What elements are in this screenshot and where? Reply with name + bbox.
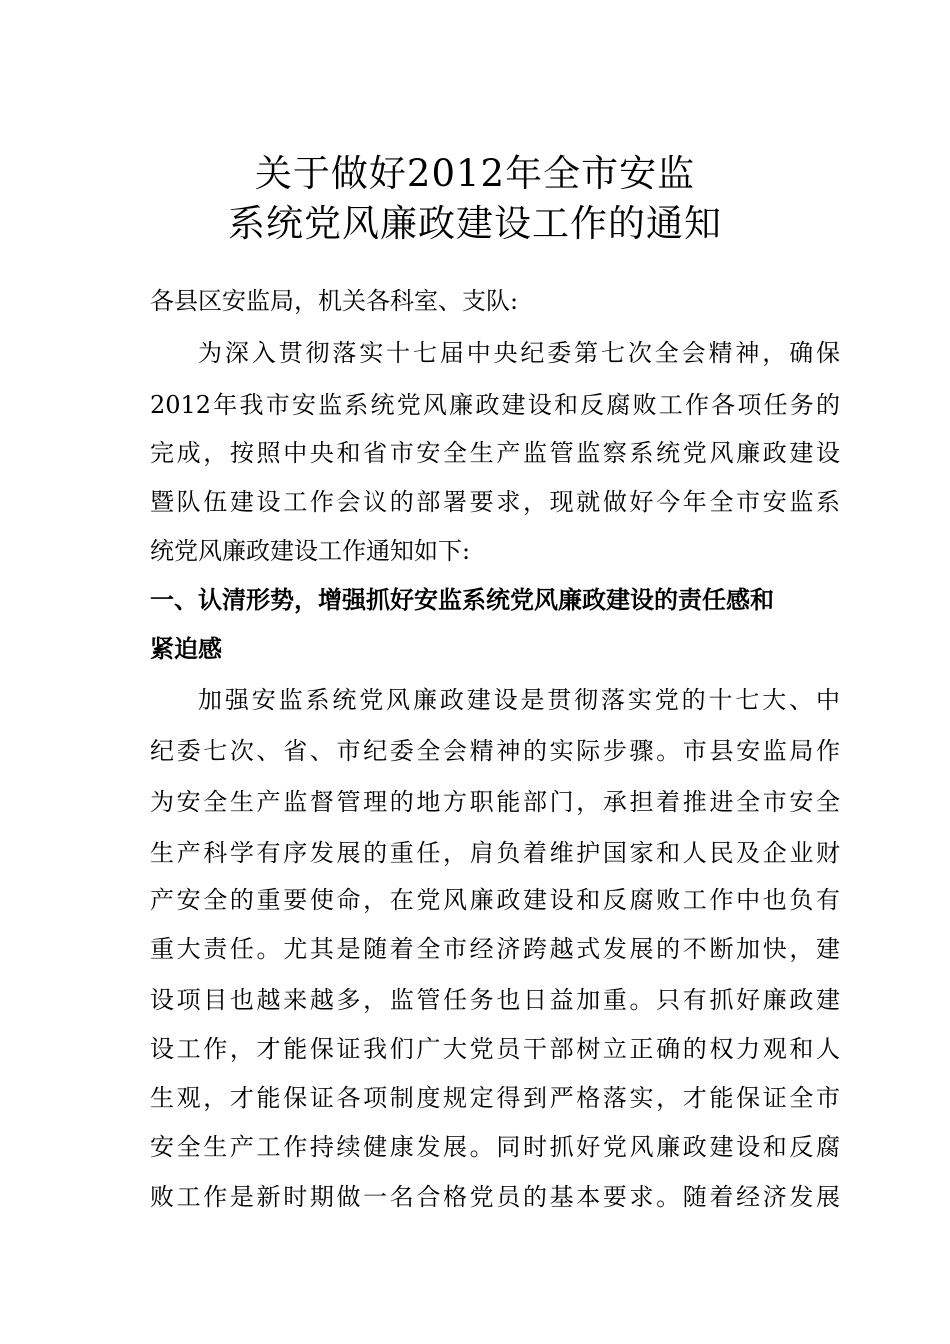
section-heading-line: 一、认清形势，增强抓好安监系统党风廉政建设的责任感和 xyxy=(150,586,774,614)
intro-line: 暨队伍建设工作会议的部署要求，现就做好今年全市安监系 xyxy=(150,488,840,516)
body-line: 纪委七次、省、市纪委全会精神的实际步骤。市县安监局作 xyxy=(150,737,840,765)
intro-line: 为深入贯彻落实十七届中央纪委第七次全会精神，确保 xyxy=(198,339,840,367)
body-line: 设项目也越来越多，监管任务也日益加重。只有抓好廉政建 xyxy=(150,986,840,1014)
body-line: 设工作，才能保证我们广大党员干部树立正确的权力观和人 xyxy=(150,1035,840,1063)
section-heading-line: 紧迫感 xyxy=(150,635,222,663)
body-line: 为安全生产监督管理的地方职能部门，承担着推进全市安全 xyxy=(150,788,840,816)
body-line: 生观，才能保证各项制度规定得到严格落实，才能保证全市 xyxy=(150,1084,840,1112)
body-line: 产安全的重要使命，在党风廉政建设和反腐败工作中也负有 xyxy=(150,886,840,914)
intro-line: 完成，按照中央和省市安全生产监管监察系统党风廉政建设 xyxy=(150,439,840,467)
intro-line: 统党风廉政建设工作通知如下: xyxy=(150,537,471,565)
body-line: 重大责任。尤其是随着全市经济跨越式发展的不断加快，建 xyxy=(150,935,840,963)
body-line: 败工作是新时期做一名合格党员的基本要求。随着经济发展 xyxy=(150,1183,840,1211)
body-line: 加强安监系统党风廉政建设是贯彻落实党的十七大、中 xyxy=(198,686,840,714)
body-line: 生产科学有序发展的重任，肩负着维护国家和人民及企业财 xyxy=(150,839,840,867)
salutation: 各县区安监局，机关各科室、支队: xyxy=(150,287,519,315)
body-line: 安全生产工作持续健康发展。同时抓好党风廉政建设和反腐 xyxy=(150,1133,840,1161)
intro-line: 2012年我市安监系统党风廉政建设和反腐败工作各项任务的 xyxy=(150,391,840,419)
document-title-line-1: 关于做好2012年全市安监 xyxy=(254,152,696,195)
document-title-line-2: 系统党风廉政建设工作的通知 xyxy=(228,202,722,245)
